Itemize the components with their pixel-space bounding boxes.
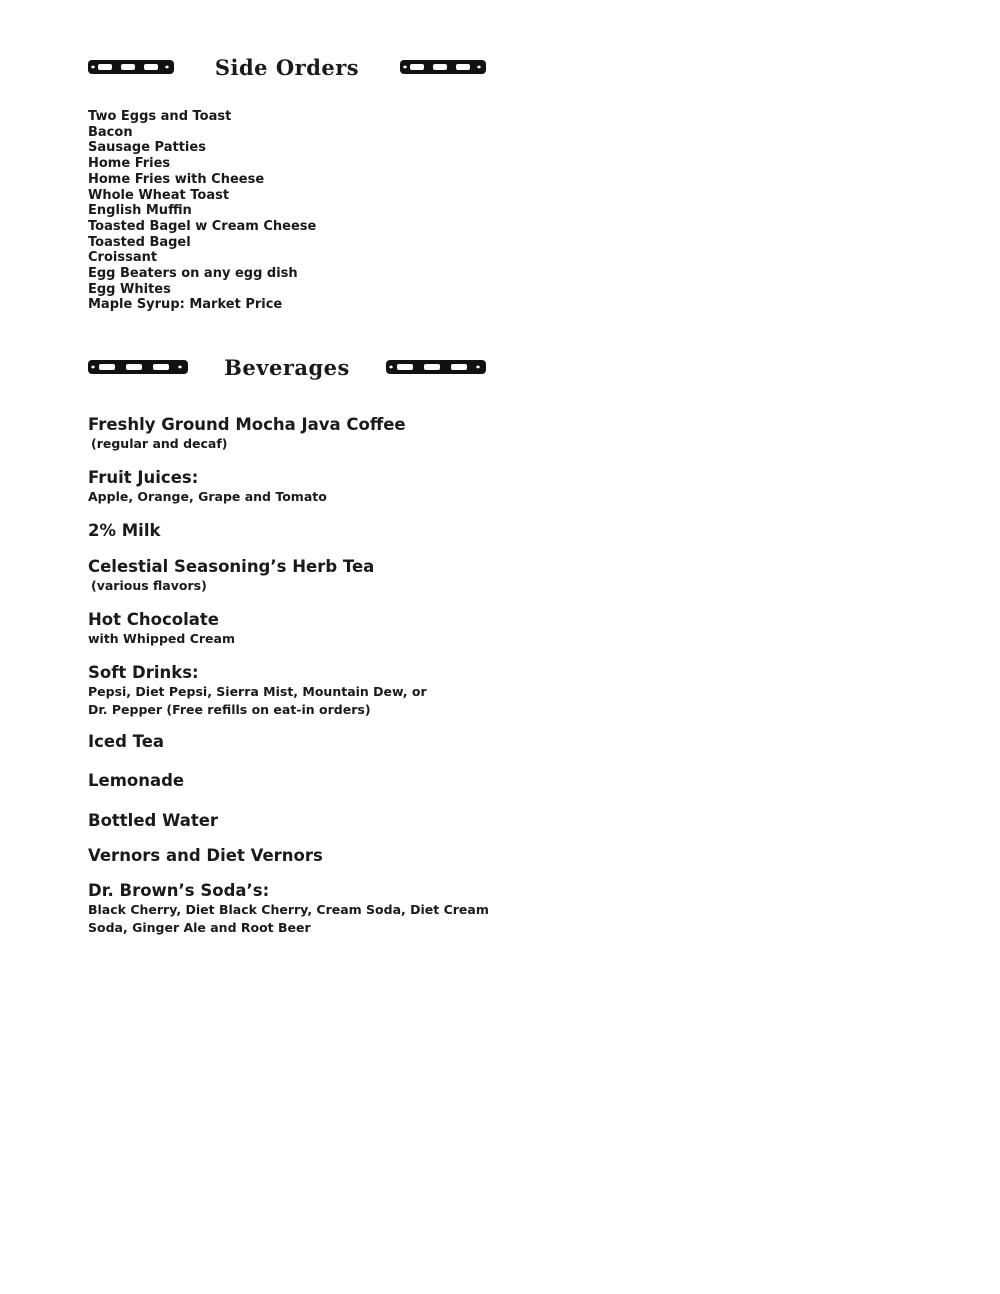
- list-item: Toasted Bagel w Cream Cheese: [88, 218, 317, 234]
- list-item: Egg Whites: [88, 281, 171, 297]
- beverage-item-lemonade: [88, 771, 184, 791]
- list-item: Home Fries with Cheese: [88, 171, 265, 187]
- list-item: Egg Beaters on any egg dish: [88, 266, 298, 282]
- beverage-item-iced-tea: [88, 732, 164, 752]
- beverage-name: Fruit Juices:: [88, 468, 199, 487]
- chain-ornament-right: [386, 359, 486, 375]
- beverage-desc: Soda, Ginger Ale and Root Beer: [88, 919, 311, 935]
- beverage-name: Lemonade: [88, 771, 185, 790]
- beverage-desc: Dr. Pepper (Free refills on eat-in orders): [88, 701, 371, 717]
- list-item: Whole Wheat Toast: [88, 187, 230, 203]
- beverages-title: Beverages: [224, 354, 350, 380]
- beverage-name: Iced Tea: [88, 732, 165, 751]
- beverages-header: [88, 350, 486, 384]
- chain-ornament-left: [88, 59, 174, 75]
- beverage-name: 2% Milk: [88, 521, 161, 540]
- list-item: Croissant: [88, 250, 158, 266]
- list-item: Sausage Patties: [88, 140, 206, 156]
- chain-ornament-right: [400, 59, 486, 75]
- beverage-name: Soft Drinks:: [88, 663, 199, 682]
- beverage-item-bottled-water: [88, 811, 218, 831]
- beverage-item-fruit-juices: [88, 468, 327, 506]
- beverage-name: Hot Chocolate: [88, 610, 219, 629]
- beverage-desc: with Whipped Cream: [88, 631, 235, 646]
- side-orders-title: Side Orders: [214, 54, 360, 80]
- list-item: Bacon: [88, 124, 133, 140]
- beverage-desc: (various flavors): [91, 578, 207, 593]
- list-item: Maple Syrup: Market Price: [88, 297, 283, 313]
- beverage-desc: Pepsi, Diet Pepsi, Sierra Mist, Mountain Dew, or: [88, 684, 427, 699]
- beverage-name: Vernors and Diet Vernors: [88, 846, 323, 865]
- side-orders-header: [88, 50, 486, 84]
- chain-ornament-left: [88, 359, 188, 375]
- list-item: Home Fries: [88, 156, 171, 172]
- beverage-item-coffee: [88, 415, 406, 453]
- beverage-item-soft-drinks: [88, 663, 427, 718]
- list-item: Two Eggs and Toast: [88, 109, 232, 124]
- beverage-name: Bottled Water: [88, 811, 219, 830]
- beverage-name: Dr. Brown’s Soda’s:: [88, 881, 270, 900]
- side-orders-list: [88, 109, 316, 313]
- list-item: Toasted Bagel: [88, 234, 191, 250]
- beverage-item-hot-chocolate: [88, 610, 235, 648]
- beverage-desc: Apple, Orange, Grape and Tomato: [88, 489, 327, 504]
- beverage-item-herb-tea: [88, 557, 374, 595]
- beverage-item-vernors: [88, 846, 323, 866]
- beverage-item-dr-browns: [88, 881, 489, 936]
- beverage-name: Celestial Seasoning’s Herb Tea: [88, 557, 375, 576]
- list-item: English Muffin: [88, 203, 192, 219]
- beverage-name: Freshly Ground Mocha Java Coffee: [88, 415, 406, 434]
- beverage-item-milk: [88, 521, 160, 541]
- beverage-desc: Black Cherry, Diet Black Cherry, Cream Soda, Diet Cream: [88, 902, 489, 917]
- beverage-desc: (regular and decaf): [91, 436, 228, 451]
